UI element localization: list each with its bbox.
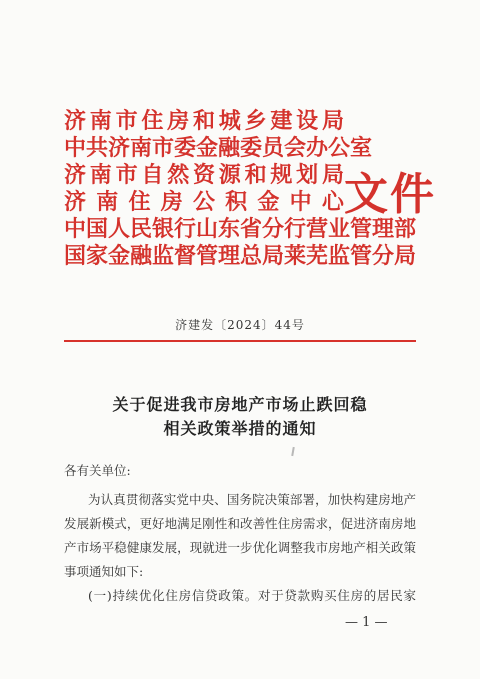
agency-line-2: 中共济南市委金融委员会办公室 [64, 135, 373, 161]
document-label: 文件 [344, 169, 436, 220]
page-number: — 1 — [345, 615, 388, 630]
salutation: 各有关单位: [64, 463, 131, 478]
paragraph-line-4: 事项通知如下: [64, 564, 144, 579]
paragraph-line-2: 发展新模式，更好地满足刚性和改善性住房需求，促进济南房地 [64, 516, 416, 531]
agency-line-1: 济 南 市 住 房 和 城 乡 建 设 局 [64, 108, 344, 134]
paragraph-line-3: 产市场平稳健康发展，现就进一步优化调整我市房地产相关政策 [64, 540, 416, 555]
document-title-line-2: 相关政策举措的通知 [163, 419, 317, 438]
scan-speck [291, 447, 295, 456]
agency-line-3: 济 南 市 自 然 资 源 和 规 划 局 [64, 162, 344, 188]
agency-line-6: 国家金融监督管理总局莱芜监管分局 [64, 243, 417, 269]
document-number: 济建发〔2024〕44号 [175, 318, 305, 332]
document-title-line-1: 关于促进我市房地产市场止跌回稳 [112, 395, 368, 414]
red-divider [64, 340, 416, 342]
agency-line-5: 中国人民银行山东省分行营业管理部 [64, 216, 417, 242]
section-heading-line: (一)持续优化住房信贷政策。对于贷款购买住房的居民家 [88, 588, 416, 603]
agency-line-4: 济 南 住 房 公 积 金 中 心 [64, 189, 344, 215]
paragraph-line-1: 为认真贯彻落实党中央、国务院决策部署，加快构建房地产 [88, 492, 416, 507]
